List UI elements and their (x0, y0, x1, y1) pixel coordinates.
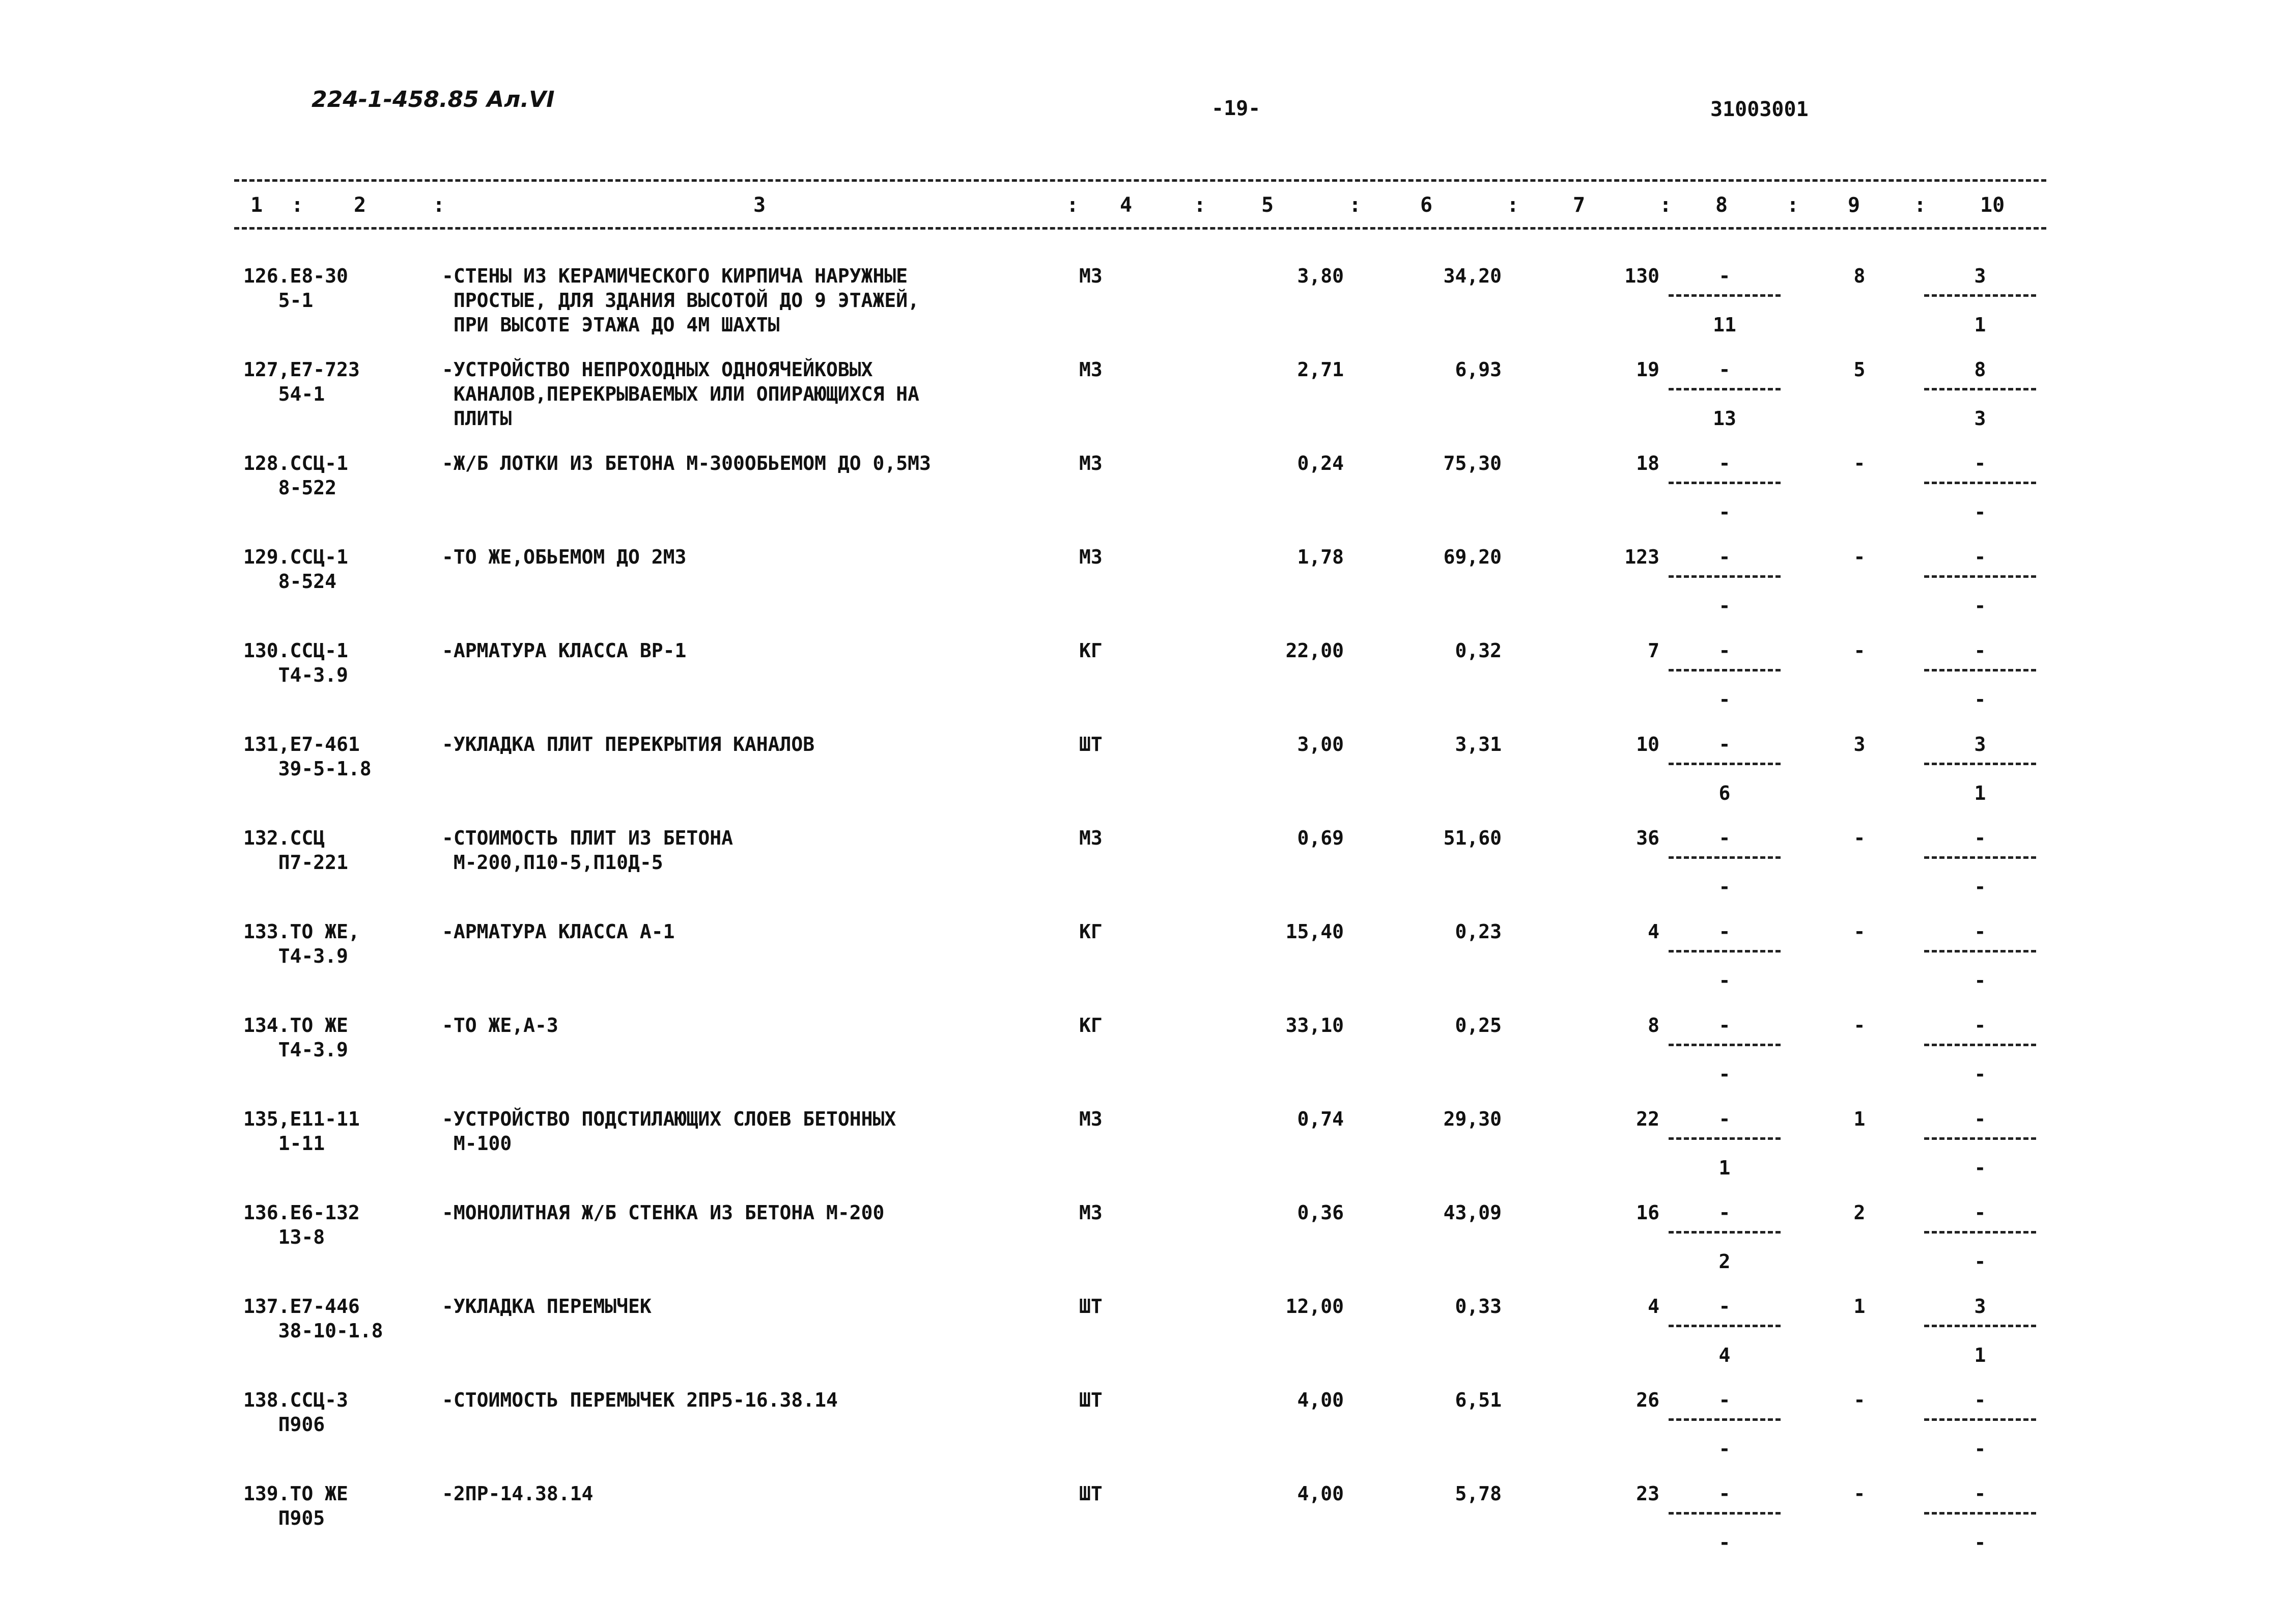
row-col10 (1924, 1013, 2036, 1089)
row-col9: - (1853, 1482, 1866, 1505)
row-code: 130.ССЦ-1 Т4-3.9 (243, 639, 348, 686)
row-description: -СТОИМОСТЬ ПЕРЕМЫЧЕК 2ПР5-16.38.14 (442, 1389, 838, 1411)
row-col8 (1669, 638, 1781, 715)
row-unit: М3 (1079, 265, 1103, 287)
row-col8-numerator: - (1718, 1108, 1731, 1130)
row-col10-fraction-line (1924, 482, 2036, 484)
row-description: -УСТРОЙСТВО НЕПРОХОДНЫХ ОДНОЯЧЕЙКОВЫХ КАНАЛОВ,ПЕРЕКРЫВАЕМЫХ ИЛИ ОПИРАЮЩИХСЯ НА ПЛИТЫ (442, 358, 919, 430)
row-col10-denominator: 1 (1974, 1344, 1986, 1366)
row-col10-denominator: - (1974, 969, 1986, 992)
row-unit-price: 69,20 (1443, 546, 1502, 568)
row-code: 127,Е7-723 54-1 (243, 358, 360, 405)
row-col8-fraction-line (1669, 1137, 1781, 1140)
row-col9: 1 (1853, 1108, 1866, 1130)
column-separator: : (1787, 193, 1799, 217)
row-total: 4 (1648, 1295, 1659, 1318)
row-col8 (1669, 1481, 1781, 1558)
row-description: -УКЛАДКА ПЛИТ ПЕРЕКРЫТИЯ КАНАЛОВ (442, 733, 815, 755)
row-col10-denominator: - (1974, 501, 1986, 523)
row-col8-denominator: 1 (1718, 1157, 1731, 1179)
row-col8-denominator: 11 (1713, 314, 1736, 336)
row-unit: ШТ (1079, 733, 1103, 755)
row-total: 23 (1636, 1482, 1659, 1505)
row-quantity: 2,71 (1297, 358, 1344, 381)
row-col10-fraction-line (1924, 1418, 2036, 1421)
row-col10 (1924, 1294, 2036, 1370)
row-unit: М3 (1079, 452, 1103, 474)
row-col8-fraction-line (1669, 575, 1781, 578)
row-col10 (1924, 545, 2036, 621)
row-total: 4 (1648, 920, 1659, 943)
row-col8 (1669, 1388, 1781, 1464)
row-col8-numerator: - (1718, 1295, 1731, 1318)
row-col8-denominator: 2 (1718, 1250, 1731, 1273)
row-col10-numerator: - (1974, 1014, 1986, 1037)
row-col10 (1924, 638, 2036, 715)
row-col10-fraction-line (1924, 950, 2036, 953)
row-col10 (1924, 732, 2036, 808)
row-col10-fraction-line (1924, 1325, 2036, 1327)
row-col8-numerator: - (1718, 265, 1731, 287)
row-unit: ШТ (1079, 1295, 1103, 1318)
row-total: 22 (1636, 1108, 1659, 1130)
row-code: 138.ССЦ-3 П906 (243, 1389, 348, 1436)
table-row (0, 732, 2284, 827)
row-description: -УСТРОЙСТВО ПОДСТИЛАЮЩИХ СЛОЕВ БЕТОННЫХ М-100 (442, 1108, 896, 1155)
table-row (0, 1481, 2284, 1576)
row-quantity: 15,40 (1285, 920, 1344, 943)
row-col8 (1669, 732, 1781, 808)
row-col10 (1924, 1388, 2036, 1464)
row-code: 132.ССЦ П7-221 (243, 827, 348, 874)
row-col10-denominator: - (1974, 688, 1986, 711)
row-col8 (1669, 451, 1781, 527)
row-total: 18 (1636, 452, 1659, 474)
column-header-3: 3 (753, 193, 766, 217)
row-description: -АРМАТУРА КЛАССА ВР-1 (442, 639, 687, 662)
row-code: 126.Е8-30 5-1 (243, 265, 348, 312)
document-code: 224-1-458.85 Ал.VI (312, 87, 555, 113)
row-col9: 8 (1853, 265, 1866, 287)
row-unit: КГ (1079, 639, 1103, 662)
row-col10-denominator: - (1974, 1250, 1986, 1273)
row-col10-numerator: 3 (1974, 733, 1986, 755)
row-col10-fraction-line (1924, 388, 2036, 390)
row-col8-fraction-line (1669, 669, 1781, 671)
row-total: 123 (1624, 546, 1659, 568)
row-col10-denominator: - (1974, 1438, 1986, 1460)
table-row (0, 1294, 2284, 1389)
row-col10-numerator: - (1974, 639, 1986, 662)
row-quantity: 33,10 (1285, 1014, 1344, 1037)
row-quantity: 4,00 (1297, 1482, 1344, 1505)
row-col10 (1924, 451, 2036, 527)
row-unit: М3 (1079, 1108, 1103, 1130)
row-col8-denominator: - (1718, 1531, 1731, 1554)
row-col9: - (1853, 1014, 1866, 1037)
row-col10 (1924, 1200, 2036, 1277)
table-row (0, 1200, 2284, 1295)
row-description: -2ПР-14.38.14 (442, 1482, 594, 1505)
row-col9: - (1853, 546, 1866, 568)
row-col8-numerator: - (1718, 1014, 1731, 1037)
row-col10-numerator: - (1974, 827, 1986, 849)
row-col8-numerator: - (1718, 546, 1731, 568)
row-col8-numerator: - (1718, 827, 1731, 849)
row-code: 136.Е6-132 13-8 (243, 1201, 360, 1248)
row-col10-numerator: - (1974, 1482, 1986, 1505)
row-col10-fraction-line (1924, 1231, 2036, 1234)
column-header-8: 8 (1715, 193, 1728, 217)
table-top-rule (234, 179, 2046, 182)
row-col9: 5 (1853, 358, 1866, 381)
row-quantity: 0,36 (1297, 1201, 1344, 1224)
row-unit: КГ (1079, 1014, 1103, 1037)
row-unit-price: 29,30 (1443, 1108, 1502, 1130)
row-col8-fraction-line (1669, 1044, 1781, 1046)
row-total: 8 (1648, 1014, 1659, 1037)
row-unit: ШТ (1079, 1482, 1103, 1505)
table-row (0, 1388, 2284, 1482)
row-col8-numerator: - (1718, 1389, 1731, 1411)
row-quantity: 3,00 (1297, 733, 1344, 755)
row-col8-fraction-line (1669, 950, 1781, 953)
column-header-10: 10 (1980, 193, 2005, 217)
row-col10-denominator: 1 (1974, 782, 1986, 804)
table-row (0, 357, 2284, 452)
column-separator: : (1659, 193, 1672, 217)
row-col10-fraction-line (1924, 763, 2036, 765)
column-separator: : (1507, 193, 1519, 217)
row-col8-denominator: - (1718, 501, 1731, 523)
row-col8-fraction-line (1669, 856, 1781, 859)
row-total: 26 (1636, 1389, 1659, 1411)
header-bottom-rule (234, 227, 2046, 230)
column-header-7: 7 (1573, 193, 1586, 217)
row-code: 139.ТО ЖЕ П905 (243, 1482, 348, 1529)
row-col10-numerator: 8 (1974, 358, 1986, 381)
row-col8-denominator: - (1718, 595, 1731, 617)
row-unit-price: 5,78 (1455, 1482, 1502, 1505)
row-col8 (1669, 1200, 1781, 1277)
row-description: -Ж/Б ЛОТКИ ИЗ БЕТОНА М-300ОБЬЕМОМ ДО 0,5М3 (442, 452, 931, 474)
row-col8 (1669, 826, 1781, 902)
row-col10 (1924, 919, 2036, 996)
row-col9: 3 (1853, 733, 1866, 755)
row-col8-denominator: - (1718, 969, 1731, 992)
row-unit-price: 51,60 (1443, 827, 1502, 849)
row-col8-denominator: - (1718, 876, 1731, 898)
row-quantity: 12,00 (1285, 1295, 1344, 1318)
row-quantity: 4,00 (1297, 1389, 1344, 1411)
row-code: 137.Е7-446 38-10-1.8 (243, 1295, 383, 1342)
row-col8 (1669, 1294, 1781, 1370)
row-code: 131,Е7-461 39-5-1.8 (243, 733, 372, 780)
row-col8-denominator: 4 (1718, 1344, 1731, 1366)
row-col9: 2 (1853, 1201, 1866, 1224)
column-header-6: 6 (1420, 193, 1433, 217)
row-quantity: 3,80 (1297, 265, 1344, 287)
column-header-2: 2 (354, 193, 366, 217)
row-description: -АРМАТУРА КЛАССА А-1 (442, 920, 675, 943)
row-col8-fraction-line (1669, 1418, 1781, 1421)
row-description: -МОНОЛИТНАЯ Ж/Б СТЕНКА ИЗ БЕТОНА М-200 (442, 1201, 885, 1224)
column-separator: : (291, 193, 304, 217)
row-col9: - (1853, 639, 1866, 662)
row-col8-denominator: - (1718, 1438, 1731, 1460)
row-col9: - (1853, 827, 1866, 849)
row-unit-price: 0,32 (1455, 639, 1502, 662)
row-col8-numerator: - (1718, 358, 1731, 381)
table-row (0, 1013, 2284, 1108)
table-row (0, 1107, 2284, 1201)
row-col8 (1669, 919, 1781, 996)
document-id: 31003001 (1710, 98, 1809, 121)
row-col9: - (1853, 1389, 1866, 1411)
row-quantity: 0,24 (1297, 452, 1344, 474)
row-unit-price: 43,09 (1443, 1201, 1502, 1224)
row-col8-numerator: - (1718, 733, 1731, 755)
row-col10-numerator: - (1974, 1389, 1986, 1411)
row-col8-fraction-line (1669, 388, 1781, 390)
row-total: 7 (1648, 639, 1659, 662)
row-col10-numerator: - (1974, 546, 1986, 568)
row-col10-numerator: - (1974, 1108, 1986, 1130)
row-col10-denominator: - (1974, 1531, 1986, 1554)
row-code: 133.ТО ЖЕ, Т4-3.9 (243, 920, 360, 967)
column-header-5: 5 (1261, 193, 1274, 217)
row-unit-price: 0,25 (1455, 1014, 1502, 1037)
row-col10-denominator: - (1974, 1157, 1986, 1179)
row-col8 (1669, 1107, 1781, 1183)
row-unit: М3 (1079, 358, 1103, 381)
row-col8-numerator: - (1718, 1482, 1731, 1505)
row-description: -СТЕНЫ ИЗ КЕРАМИЧЕСКОГО КИРПИЧА НАРУЖНЫЕ ПРОСТЫЕ, ДЛЯ ЗДАНИЯ ВЫСОТОЙ ДО 9 ЭТАЖЕЙ, ПРИ ВЫСОТЕ ЭТАЖА ДО 4М ШАХТЫ (442, 265, 919, 336)
row-total: 36 (1636, 827, 1659, 849)
row-col10-numerator: - (1974, 452, 1986, 474)
row-col10-numerator: 3 (1974, 1295, 1986, 1318)
row-col10-denominator: - (1974, 1063, 1986, 1085)
row-col10-fraction-line (1924, 1137, 2036, 1140)
row-description: -УКЛАДКА ПЕРЕМЫЧЕК (442, 1295, 652, 1318)
row-quantity: 1,78 (1297, 546, 1344, 568)
column-header-4: 4 (1120, 193, 1133, 217)
row-col10-denominator: 3 (1974, 407, 1986, 430)
table-row (0, 826, 2284, 920)
row-col8-numerator: - (1718, 1201, 1731, 1224)
row-unit-price: 0,33 (1455, 1295, 1502, 1318)
row-col8 (1669, 545, 1781, 621)
row-col9: - (1853, 920, 1866, 943)
row-unit: М3 (1079, 827, 1103, 849)
row-col8-numerator: - (1718, 920, 1731, 943)
page-number: -19- (1211, 97, 1261, 120)
row-total: 10 (1636, 733, 1659, 755)
row-unit-price: 6,51 (1455, 1389, 1502, 1411)
column-separator: : (1066, 193, 1079, 217)
row-col8-denominator: 6 (1718, 782, 1731, 804)
row-col10 (1924, 1481, 2036, 1558)
row-code: 128.ССЦ-1 8-522 (243, 452, 348, 499)
row-code: 129.ССЦ-1 8-524 (243, 546, 348, 593)
row-col9: - (1853, 452, 1866, 474)
table-row (0, 919, 2284, 1014)
row-unit: ШТ (1079, 1389, 1103, 1411)
row-col8-fraction-line (1669, 482, 1781, 484)
row-col8-fraction-line (1669, 1231, 1781, 1234)
row-col10-fraction-line (1924, 1044, 2036, 1046)
row-unit-price: 0,23 (1455, 920, 1502, 943)
row-col8-fraction-line (1669, 1512, 1781, 1515)
table-row (0, 545, 2284, 639)
row-col8-fraction-line (1669, 1325, 1781, 1327)
row-col10-fraction-line (1924, 575, 2036, 578)
row-col10-denominator: - (1974, 876, 1986, 898)
row-col10-fraction-line (1924, 1512, 2036, 1515)
row-col10 (1924, 357, 2036, 434)
row-unit: М3 (1079, 1201, 1103, 1224)
row-col10-denominator: - (1974, 595, 1986, 617)
row-col10-fraction-line (1924, 669, 2036, 671)
row-description: -ТО ЖЕ,А-3 (442, 1014, 558, 1037)
row-col8-fraction-line (1669, 294, 1781, 297)
row-col10-numerator: - (1974, 920, 1986, 943)
column-header-9: 9 (1848, 193, 1860, 217)
row-quantity: 0,74 (1297, 1108, 1344, 1130)
row-code: 135,Е11-11 1-11 (243, 1108, 360, 1155)
row-col10-denominator: 1 (1974, 314, 1986, 336)
column-separator: : (1349, 193, 1362, 217)
row-col10-fraction-line (1924, 856, 2036, 859)
row-col8-numerator: - (1718, 452, 1731, 474)
row-total: 19 (1636, 358, 1659, 381)
column-header-1: 1 (250, 193, 263, 217)
table-row (0, 451, 2284, 546)
column-separator: : (1194, 193, 1206, 217)
row-col9: 1 (1853, 1295, 1866, 1318)
row-col8-denominator: - (1718, 1063, 1731, 1085)
table-row (0, 638, 2284, 733)
row-col10-numerator: - (1974, 1201, 1986, 1224)
row-description: -СТОИМОСТЬ ПЛИТ ИЗ БЕТОНА М-200,П10-5,П10Д-5 (442, 827, 733, 874)
row-col10 (1924, 1107, 2036, 1183)
row-unit: М3 (1079, 546, 1103, 568)
row-quantity: 0,69 (1297, 827, 1344, 849)
row-unit-price: 75,30 (1443, 452, 1502, 474)
row-unit-price: 3,31 (1455, 733, 1502, 755)
column-separator: : (1914, 193, 1927, 217)
row-unit: КГ (1079, 920, 1103, 943)
row-unit-price: 34,20 (1443, 265, 1502, 287)
row-col8-numerator: - (1718, 639, 1731, 662)
row-total: 130 (1624, 265, 1659, 287)
row-quantity: 22,00 (1285, 639, 1344, 662)
row-col8 (1669, 357, 1781, 434)
column-separator: : (433, 193, 445, 217)
row-col10-numerator: 3 (1974, 265, 1986, 287)
row-col10 (1924, 826, 2036, 902)
row-code: 134.ТО ЖЕ Т4-3.9 (243, 1014, 348, 1061)
row-total: 16 (1636, 1201, 1659, 1224)
row-col8-fraction-line (1669, 763, 1781, 765)
row-unit-price: 6,93 (1455, 358, 1502, 381)
row-col8 (1669, 1013, 1781, 1089)
row-description: -ТО ЖЕ,ОБЬЕМОМ ДО 2М3 (442, 546, 687, 568)
row-col10-fraction-line (1924, 294, 2036, 297)
row-col8 (1669, 264, 1781, 340)
row-col8-denominator: 13 (1713, 407, 1736, 430)
row-col8-denominator: - (1718, 688, 1731, 711)
row-col10 (1924, 264, 2036, 340)
table-row (0, 264, 2284, 358)
